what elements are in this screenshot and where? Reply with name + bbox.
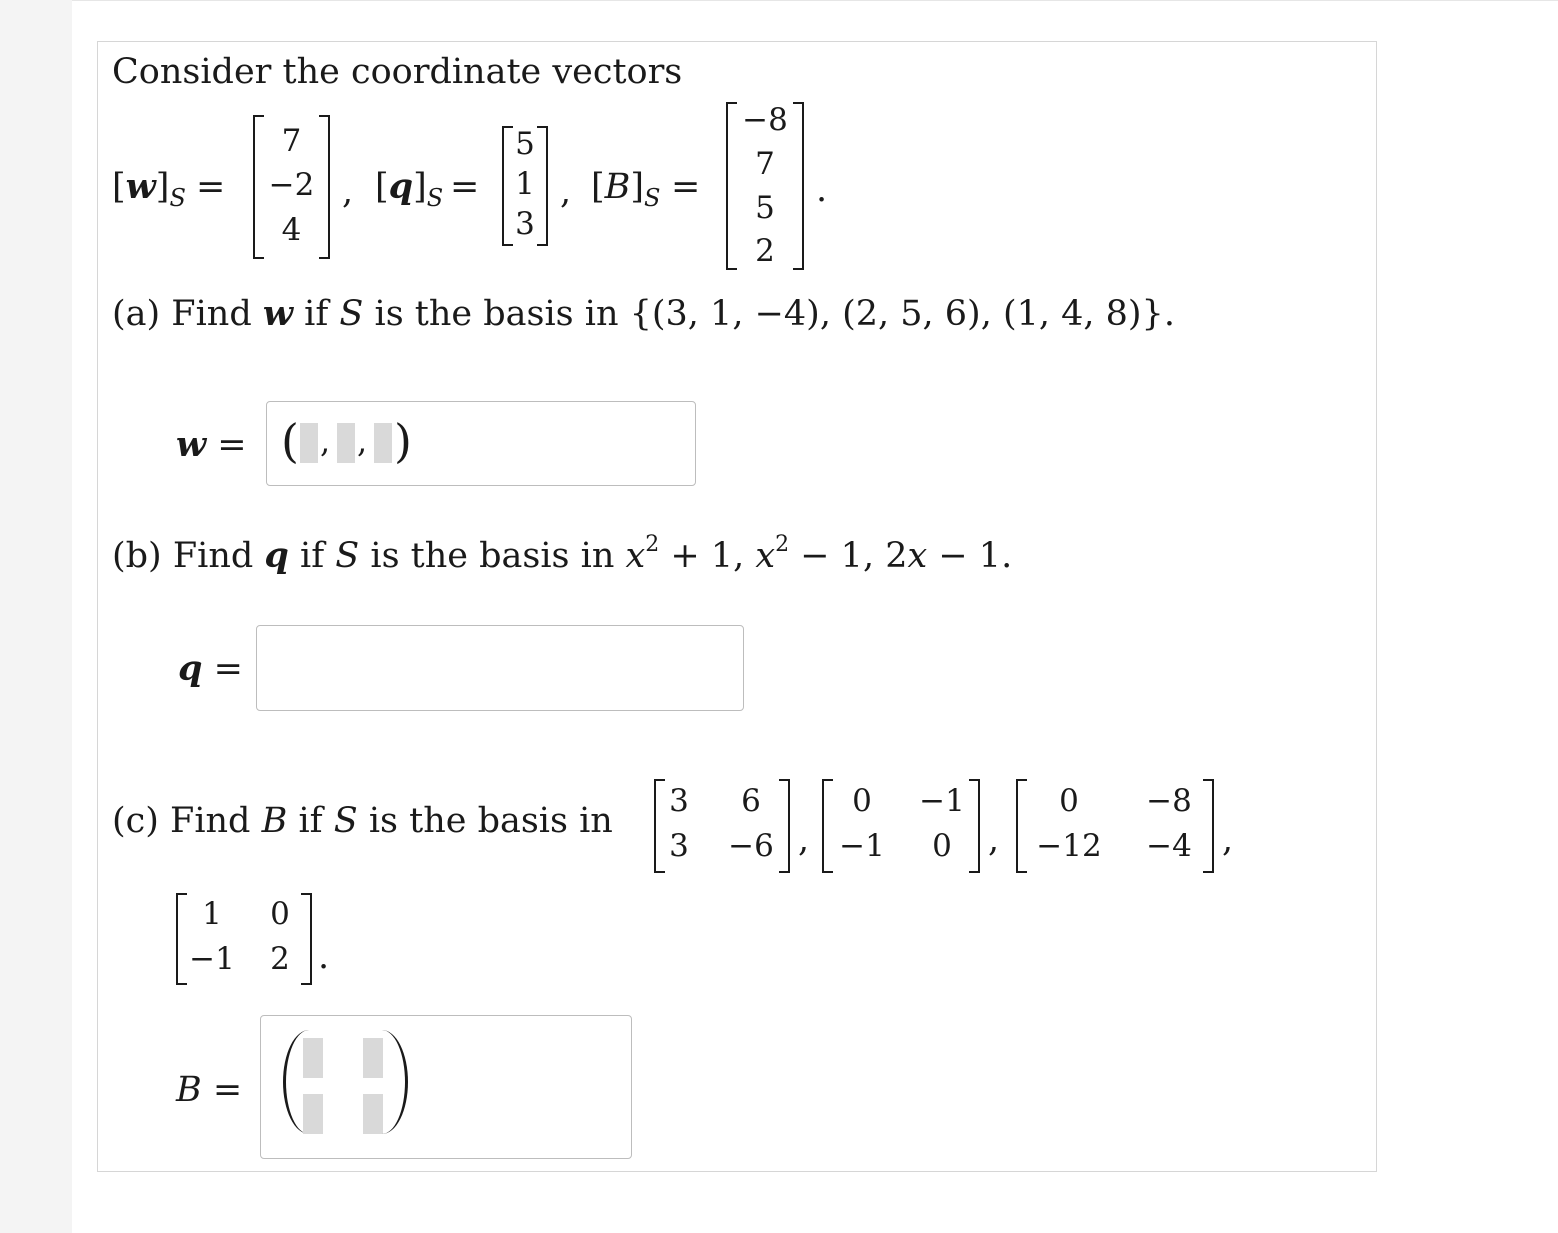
answer-a-label: w = bbox=[176, 424, 247, 465]
close-paren-large bbox=[379, 1030, 408, 1134]
open-paren: ( bbox=[281, 414, 299, 468]
matrix-entry: −1 bbox=[919, 783, 965, 819]
answer-B-slot-11[interactable] bbox=[303, 1038, 323, 1078]
matrix-entry: 1 bbox=[202, 896, 222, 932]
answer-w-slot-2[interactable] bbox=[337, 423, 355, 463]
w-coord-label: $[w]_S$ bbox=[112, 166, 186, 212]
matrix-entry: −8 bbox=[1146, 783, 1192, 819]
B-coord-matrix bbox=[726, 102, 804, 270]
w-entry: 7 bbox=[281, 123, 302, 159]
matrix-entry: −4 bbox=[1146, 828, 1192, 864]
matrix-entry: −12 bbox=[1036, 828, 1102, 864]
matrix-entry: −1 bbox=[839, 828, 885, 864]
answer-q-field[interactable] bbox=[256, 625, 744, 711]
answer-c-label: B = bbox=[176, 1070, 243, 1110]
part-c-prompt: (c) Find B if S is the basis in bbox=[112, 801, 613, 841]
answer-w-slot-1[interactable] bbox=[300, 423, 318, 463]
close-paren: ) bbox=[394, 414, 412, 468]
B-entry: 5 bbox=[755, 190, 775, 226]
B-entry: −8 bbox=[742, 102, 788, 138]
q-coord-eq: = bbox=[450, 167, 480, 207]
matrix-entry: 0 bbox=[270, 896, 290, 932]
q-coord-label: $[q]_S$ bbox=[375, 166, 444, 212]
basis-matrix-1 bbox=[654, 779, 790, 873]
B-coord-label: $[B]_S$ bbox=[591, 167, 661, 212]
answer-B-slot-21[interactable] bbox=[303, 1094, 323, 1134]
answer-b-label: q = bbox=[178, 648, 243, 689]
matrix-entry: 0 bbox=[852, 783, 872, 819]
w-entry: 4 bbox=[281, 212, 302, 248]
B-entry: 2 bbox=[755, 233, 775, 269]
w-coord-eq: = bbox=[196, 167, 226, 207]
comma: , bbox=[988, 820, 1000, 860]
period: . bbox=[816, 170, 828, 210]
matrix-entry: 6 bbox=[741, 783, 761, 819]
answer-B-field[interactable] bbox=[260, 1015, 632, 1159]
matrix-entry: 3 bbox=[669, 828, 689, 864]
w-coord-matrix bbox=[253, 115, 330, 259]
part-a-prompt: (a) Find w if S is the basis in {(3, 1, −4), (2, 5, 6), (1, 4, 8)}. bbox=[112, 293, 1175, 334]
matrix-entry: 0 bbox=[932, 828, 952, 864]
basis-matrix-3 bbox=[1016, 779, 1214, 873]
matrix-entry: 3 bbox=[669, 783, 689, 819]
matrix-entry: −6 bbox=[728, 828, 774, 864]
answer-w-slot-3[interactable] bbox=[374, 423, 392, 463]
part-b-prompt: (b) Find q if S is the basis in $x^2 + 1$, $x^2 - 1$, 2x − 1. bbox=[112, 532, 1013, 576]
answer-w-field[interactable] bbox=[266, 401, 696, 486]
q-entry: 5 bbox=[515, 126, 535, 162]
basis-matrix-4 bbox=[176, 893, 312, 985]
question-card bbox=[97, 41, 1377, 1172]
B-entry: 7 bbox=[755, 146, 775, 182]
comma: , bbox=[320, 422, 331, 460]
intro-text: Consider the coordinate vectors bbox=[112, 52, 683, 92]
matrix-entry: −1 bbox=[189, 941, 235, 977]
comma: , bbox=[798, 820, 810, 860]
matrix-entry: 2 bbox=[270, 941, 290, 977]
w-entry: −2 bbox=[268, 167, 315, 203]
q-entry: 1 bbox=[515, 166, 535, 202]
comma: , bbox=[1222, 820, 1234, 860]
comma: , bbox=[342, 172, 354, 212]
comma: , bbox=[560, 172, 572, 212]
B-coord-eq: = bbox=[671, 167, 701, 207]
q-coord-matrix bbox=[502, 126, 548, 246]
matrix-entry: 0 bbox=[1059, 783, 1079, 819]
basis-matrix-2 bbox=[822, 779, 980, 873]
q-entry: 3 bbox=[515, 206, 535, 242]
comma: , bbox=[357, 422, 368, 460]
period: . bbox=[318, 937, 330, 977]
